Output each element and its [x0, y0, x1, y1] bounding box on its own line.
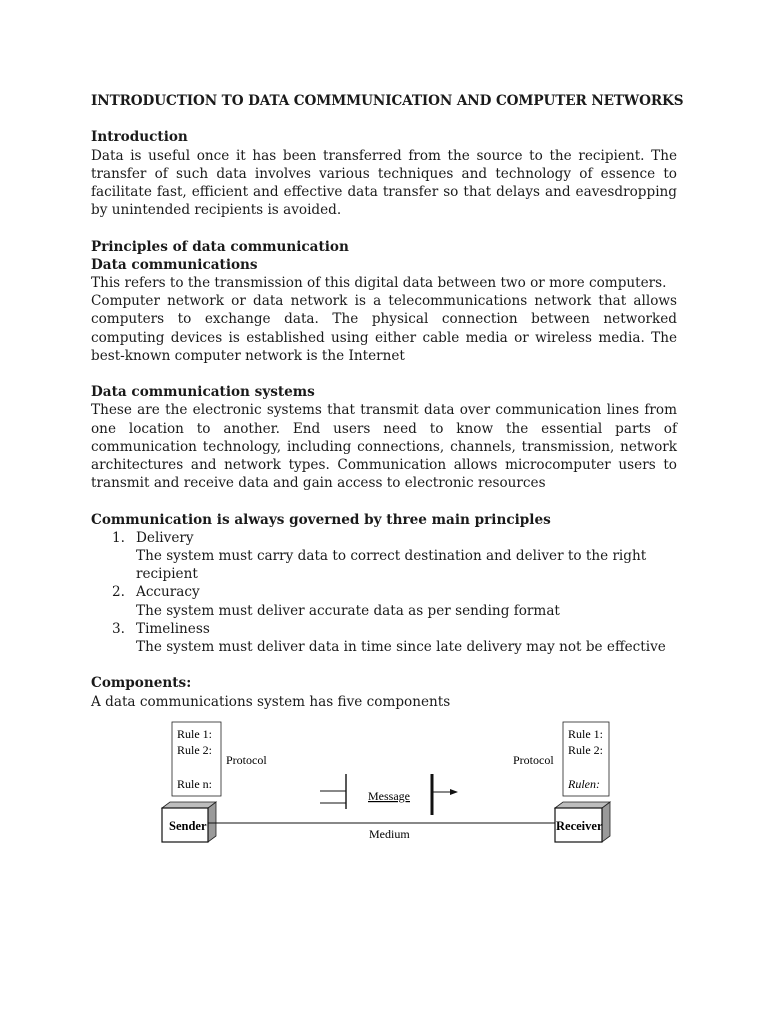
list-item-label: Delivery	[136, 529, 194, 546]
medium-label: Medium	[369, 827, 410, 841]
sender-rule-1: Rule 1:	[177, 727, 212, 741]
sender-box-depth	[208, 802, 216, 842]
list-item-label: Accuracy	[136, 584, 200, 601]
list-item-number: 1.	[112, 529, 125, 546]
protocol-left-label: Protocol	[226, 753, 267, 767]
list-item-description: The system must carry data to correct destination and deliver to the right recipient	[136, 548, 647, 583]
message-label: Message	[368, 789, 410, 803]
sender-rule-2: Rule 2:	[177, 743, 212, 757]
components-heading: Components:	[91, 675, 192, 692]
principles-heading: Principles of data communication	[91, 238, 349, 255]
principles-list	[91, 529, 677, 656]
list-item	[91, 529, 677, 584]
document-page	[91, 92, 684, 711]
list-item-number: 2.	[112, 584, 125, 601]
introduction-heading: Introduction	[91, 129, 188, 146]
receiver-rule-1: Rule 1:	[568, 727, 603, 741]
systems-heading: Data communication systems	[91, 384, 315, 401]
communication-diagram	[160, 716, 620, 846]
sender-rule-n: Rule n:	[177, 777, 212, 791]
list-item-description: The system must deliver accurate data as per sending format	[136, 602, 560, 619]
introduction-paragraph: Data is useful once it has been transferred from the source to the recipient. The transfer of such data involves various techniques and technology of essence to facilitate fast, efficient and effective data transfer so that delays and eavesdropping by unintended recipients is avoided.	[91, 147, 677, 219]
list-item-description: The system must deliver data in time since late delivery may not be effective	[136, 639, 666, 656]
receiver-label: Receiver	[556, 819, 603, 833]
receiver-rule-n: Rulen:	[568, 777, 600, 791]
sender-box-top	[162, 802, 216, 808]
sender-label: Sender	[169, 819, 207, 833]
protocol-right-label: Protocol	[513, 753, 554, 767]
receiver-rule-2: Rule 2:	[568, 743, 603, 757]
receiver-box-depth	[602, 802, 610, 842]
data-communications-definition: This refers to the transmission of this digital data between two or more computers.	[91, 275, 667, 291]
components-paragraph: A data communications system has five components	[91, 693, 451, 710]
computer-network-paragraph: Computer network or data network is a telecommunications network that allows computers to exchange data. The physical connection between networked computing devices is established using either cable media or wireless media. The best-known computer network is the Internet	[91, 293, 677, 364]
principles-list-heading: Communication is always governed by three main principles	[91, 511, 551, 528]
document-title: INTRODUCTION TO DATA COMMMUNICATION AND COMPUTER NETWORKS	[91, 93, 684, 109]
data-communications-subheading: Data communications	[91, 256, 258, 273]
list-item	[91, 583, 677, 619]
list-item	[91, 620, 677, 656]
list-item-label: Timeliness	[136, 620, 210, 637]
receiver-box-top	[555, 802, 610, 808]
systems-paragraph: These are the electronic systems that transmit data over communication lines from one location to another. End users need to know the essential parts of communication technology, including connections, channels, transmission, network architectures and network types. Communication allows microcomputer users to transmit and receive data and gain access to electronic resources	[91, 402, 677, 492]
list-item-number: 3.	[112, 620, 125, 637]
